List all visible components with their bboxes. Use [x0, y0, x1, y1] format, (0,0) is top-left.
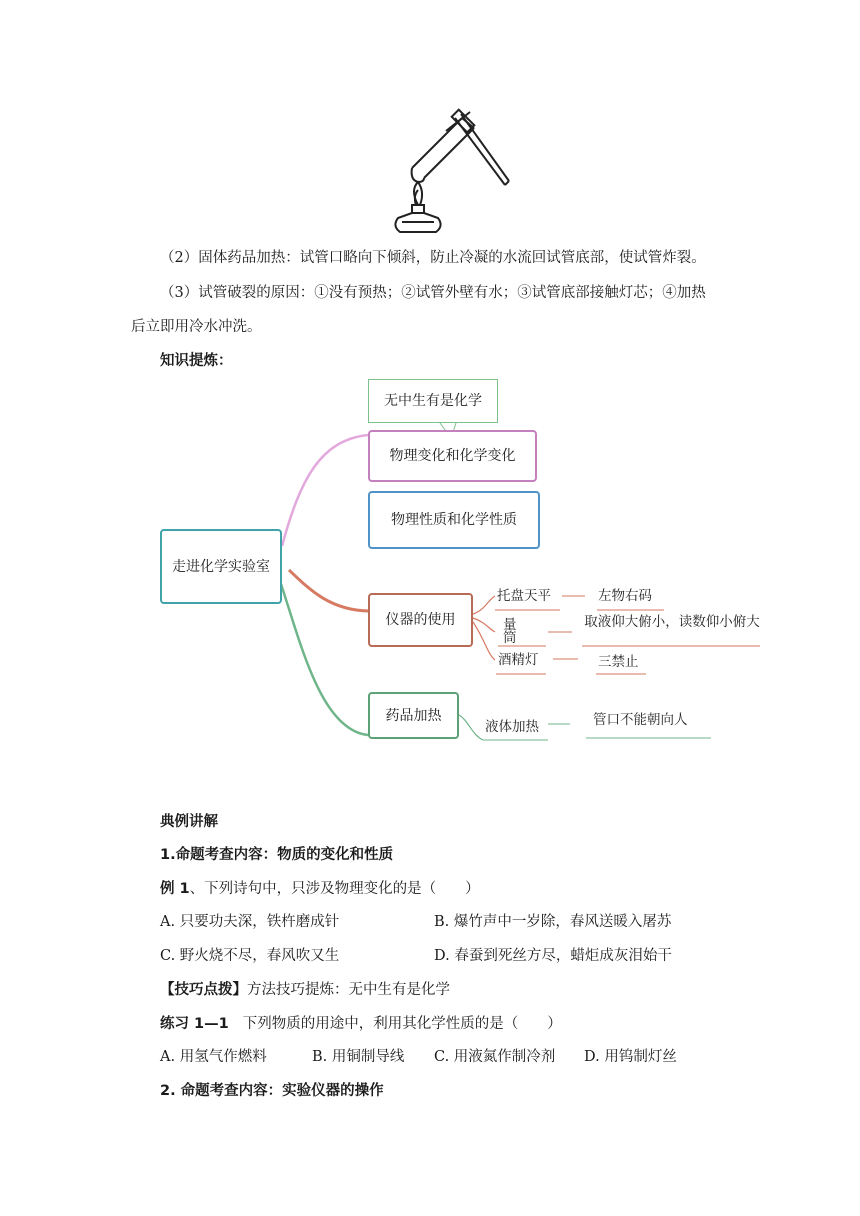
mindmap-root [160, 529, 282, 604]
label-cylinder-b: 筒 [503, 630, 517, 646]
knowledge-heading: 知识提炼： [160, 353, 233, 369]
topic2-heading: 2. 命题考查内容：实验仪器的操作 [160, 1083, 384, 1099]
example1-label: 例 1 [160, 881, 190, 897]
practice-option-a: A. 用氢气作燃料 [160, 1049, 267, 1065]
mindmap-branch-properties: 物理性质和化学性质 [368, 491, 540, 549]
tip-label: 【技巧点拨】 [160, 982, 247, 998]
label-lamp-tip: 三禁止 [598, 654, 639, 670]
section-heading: 典例讲解 [160, 814, 218, 830]
note-rupture-line2: 后立即用冷水冲洗。 [131, 319, 262, 335]
label-balance: 托盘天平 [497, 588, 551, 604]
note-solid-heating: （2）固体药品加热：试管口略向下倾斜，防止冷凝的水流回试管底部，使试管炸裂。 [160, 250, 706, 266]
label-liquid-tip: 管口不能朝向人 [593, 712, 688, 728]
example1 [160, 879, 480, 899]
example1-question: 、下列诗句中，只涉及物理变化的是（ ） [189, 881, 480, 897]
practice1-question: 下列物质的用途中，利用其化学性质的是（ ） [242, 1016, 562, 1032]
mindmap-branch-heating: 药品加热 [368, 692, 459, 739]
practice1-label: 练习 1—1 [160, 1016, 229, 1032]
ex1-option-d: D. 春蚕到死丝方尽，蜡炬成灰泪始干 [434, 948, 672, 964]
ex1-option-b: B. 爆竹声中一岁除，春风送暖入屠苏 [434, 914, 672, 930]
label-cylinder-tip [582, 615, 762, 630]
tip-line [160, 980, 450, 1000]
label-lamp: 酒精灯 [498, 652, 539, 668]
practice-option-d: D. 用钨制灯丝 [584, 1049, 677, 1065]
label-liquid-heating: 液体加热 [485, 719, 539, 735]
ex1-option-c: C. 野火烧不尽，春风吹又生 [160, 948, 340, 964]
label-balance-tip: 左物右码 [598, 588, 652, 604]
mindmap-branch-instruments-label: 仪器的使用 [385, 612, 456, 628]
mindmap-root-label: 走进化学实验室 [172, 558, 270, 575]
mindmap-branch-instruments [368, 593, 473, 647]
label-cylinder-tip-text: 取液仰大俯小，读数仰小俯大 [584, 614, 760, 630]
practice-option-b: B. 用铜制导线 [312, 1049, 405, 1065]
label-cylinder-a: 量 [503, 617, 517, 633]
practice1 [160, 1014, 562, 1034]
tip-text: 方法技巧提炼：无中生有是化学 [247, 982, 450, 998]
mindmap-branch-changes: 物理变化和化学变化 [368, 430, 537, 482]
mindmap-callout: 无中生有是化学 [368, 379, 498, 423]
practice-option-c: C. 用液氮作制冷剂 [434, 1049, 556, 1065]
note-rupture-line1: （3）试管破裂的原因：①没有预热；②试管外壁有水；③试管底部接触灯芯；④加热 [160, 285, 706, 301]
ex1-option-a: A. 只要功夫深，铁杵磨成针 [160, 914, 340, 930]
topic1-heading: 1.命题考查内容：物质的变化和性质 [160, 847, 394, 863]
